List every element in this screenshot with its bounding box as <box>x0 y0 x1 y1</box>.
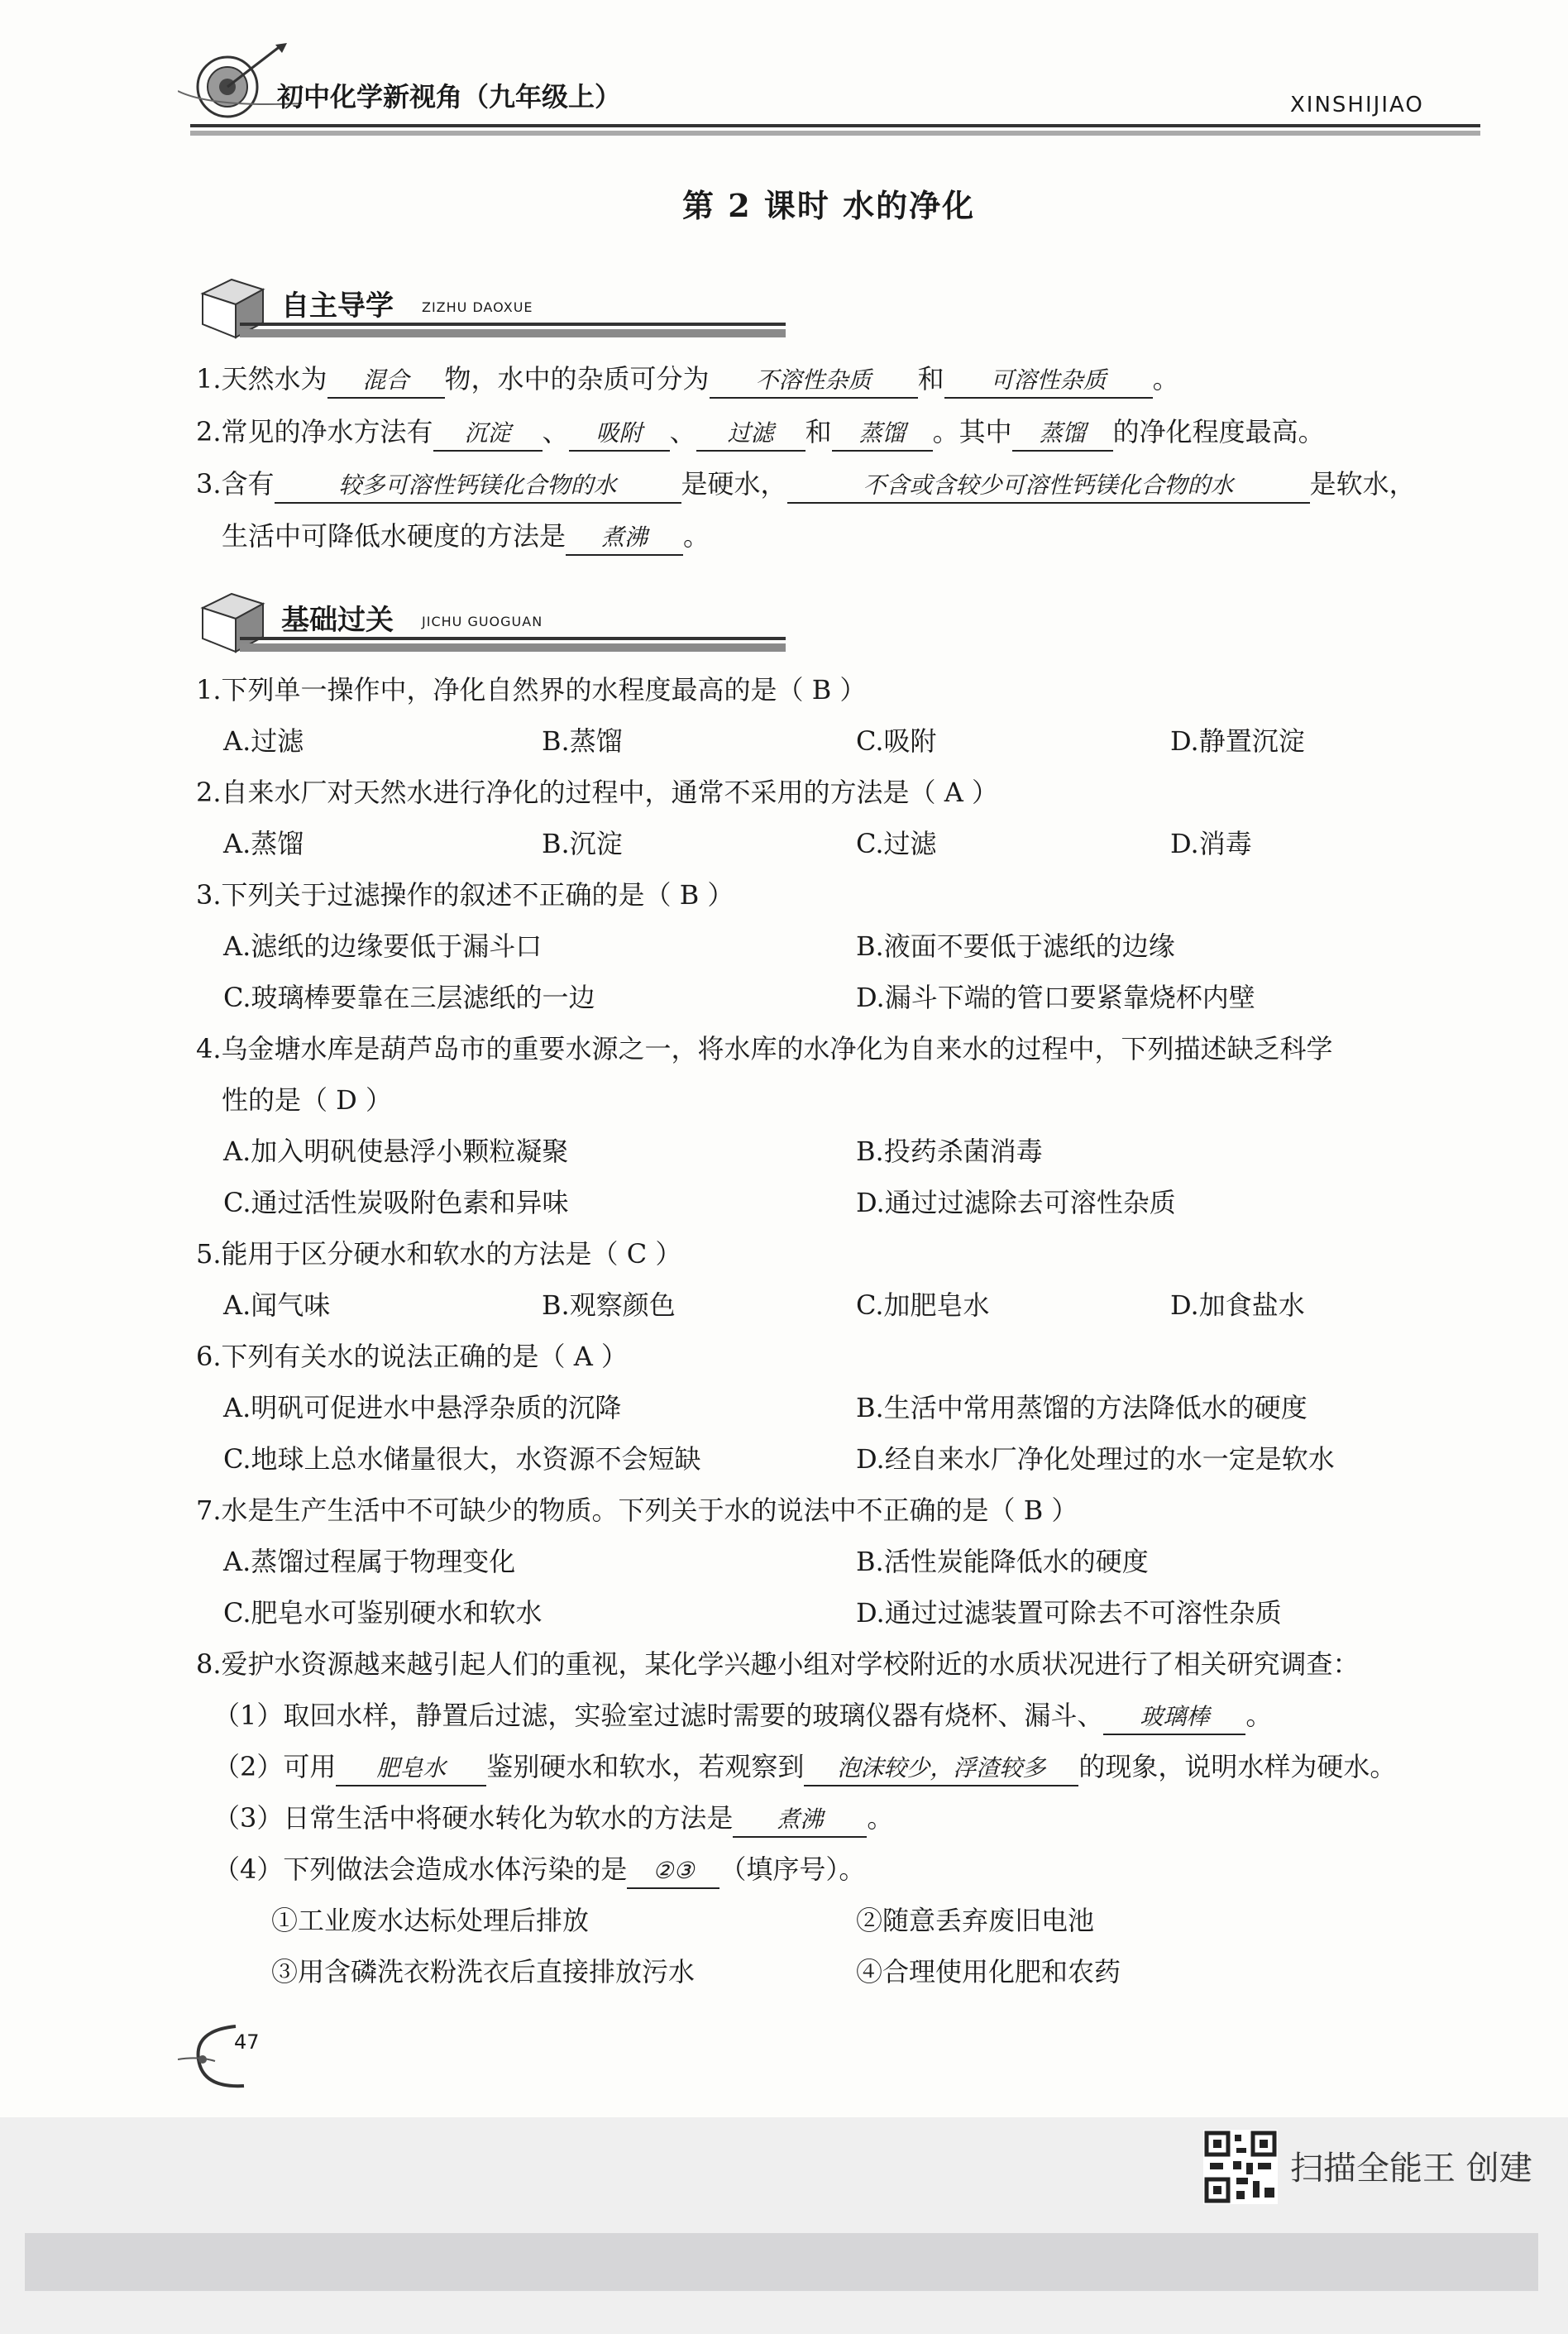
zizhu-item-3-cont: 生活中可降低水硬度的方法是 煮沸 。 <box>222 519 710 556</box>
page-number-ornament-icon <box>178 2018 269 2092</box>
section-header-zizhu <box>190 265 786 347</box>
option-b: B.液面不要低于滤纸的边缘 <box>856 930 1175 962</box>
section-label: 基础过关 <box>281 604 394 637</box>
option-c: C.地球上总水储量很大，水资源不会短缺 <box>223 1443 701 1475</box>
option-c: C.过滤 <box>856 828 937 859</box>
option-a: A.明矾可促进水中悬浮杂质的沉降 <box>223 1392 622 1423</box>
scan-edge-band <box>25 2233 1538 2291</box>
question-8-part-2: （2）可用 肥皂水 鉴别硬水和软水，若观察到 泡沫较少，浮渣较多 的现象，说明水样为硬水。 <box>213 1750 1396 1786</box>
answer-blank: 可溶性杂质 <box>944 364 1153 399</box>
option-d: D.漏斗下端的管口要紧靠烧杯内壁 <box>856 982 1255 1013</box>
q8-option-3: ③用含磷洗衣粉洗衣后直接排放污水 <box>271 1956 696 1987</box>
question-4-stem-cont: 性的是（ D ） <box>222 1084 393 1116</box>
question-1-stem: 1.下列单一操作中，净化自然界的水程度最高的是（ B ） <box>196 674 867 705</box>
answer-blank: 肥皂水 <box>336 1752 486 1786</box>
lesson-title: 第 2 课时 水的净化 <box>682 187 976 224</box>
answer-blank: 煮沸 <box>733 1803 867 1838</box>
answer-blank: 蒸馏 <box>1012 417 1113 452</box>
option-c: C.通过活性炭吸附色素和异味 <box>223 1187 569 1218</box>
section-pinyin: ZIZHU DAOXUE <box>422 299 533 315</box>
answer-blank: 煮沸 <box>566 521 683 556</box>
option-c: C.吸附 <box>856 725 937 757</box>
book-title: 初中化学新视角（九年级上） <box>277 81 622 112</box>
answer-blank: 沉淀 <box>433 417 543 452</box>
scanner-watermark: 扫描全能王 创建 <box>1290 2150 1532 2188</box>
section-header-jichu <box>190 579 786 662</box>
question-8-part-4: （4）下列做法会造成水体污染的是 ②③ （填序号）。 <box>213 1853 865 1889</box>
question-8-stem: 8.爱护水资源越来越引起人们的重视，某化学兴趣小组对学校附近的水质状况进行了相关研究调查： <box>196 1648 1360 1680</box>
option-a: A.加入明矾使悬浮小颗粒凝聚 <box>223 1136 569 1167</box>
option-b: B.投药杀菌消毒 <box>856 1136 1043 1167</box>
option-b: B.观察颜色 <box>542 1289 676 1321</box>
answer-blank: ②③ <box>627 1854 719 1889</box>
option-d: D.消毒 <box>1170 828 1252 859</box>
option-d: D.静置沉淀 <box>1170 725 1305 757</box>
option-a: A.蒸馏 <box>223 828 304 859</box>
option-b: B.生活中常用蒸馏的方法降低水的硬度 <box>856 1392 1307 1423</box>
option-b: B.蒸馏 <box>542 725 623 757</box>
q8-option-1: ①工业废水达标处理后排放 <box>271 1905 590 1936</box>
zizhu-item-3: 3.含有 较多可溶性钙镁化合物的水 是硬水， 不含或含较少可溶性钙镁化合物的水 是软水， <box>196 467 1416 504</box>
q8-option-2: ②随意丢弃废旧电池 <box>856 1905 1095 1936</box>
answer-blank: 不溶性杂质 <box>710 364 918 399</box>
zizhu-item-2: 2.常见的净水方法有 沉淀 、 吸附 、 过滤 和 蒸馏 。其中 蒸馏 的净化程度最高。 <box>196 415 1325 452</box>
question-3-stem: 3.下列关于过滤操作的叙述不正确的是（ B ） <box>196 879 734 911</box>
question-5-stem: 5.能用于区分硬水和软水的方法是（ C ） <box>196 1238 682 1270</box>
question-2-stem: 2.自来水厂对天然水进行净化的过程中，通常不采用的方法是（ A ） <box>196 777 998 808</box>
option-a: A.蒸馏过程属于物理变化 <box>223 1546 516 1577</box>
q8-option-4: ④合理使用化肥和农药 <box>856 1956 1121 1987</box>
option-a: A.闻气味 <box>223 1289 331 1321</box>
option-d: D.加食盐水 <box>1170 1289 1305 1321</box>
answer-blank: 玻璃棒 <box>1103 1700 1245 1735</box>
header-rule <box>190 124 1480 127</box>
option-c: C.加肥皂水 <box>856 1289 990 1321</box>
question-6-stem: 6.下列有关水的说法正确的是（ A ） <box>196 1341 628 1372</box>
question-4-stem: 4.乌金塘水库是葫芦岛市的重要水源之一，将水库的水净化为自来水的过程中，下列描述缺乏科学 <box>196 1033 1333 1064</box>
option-d: D.通过过滤除去可溶性杂质 <box>856 1187 1176 1218</box>
answer-blank: 蒸馏 <box>832 417 933 452</box>
zizhu-item-1: 1.天然水为 混合 物，水中的杂质可分为 不溶性杂质 和 可溶性杂质 。 <box>196 362 1179 399</box>
book-series-label: XINSHIJIAO <box>1290 93 1424 117</box>
answer-blank: 不含或含较少可溶性钙镁化合物的水 <box>787 469 1310 504</box>
option-a: A.过滤 <box>223 725 304 757</box>
answer-blank: 较多可溶性钙镁化合物的水 <box>275 469 681 504</box>
option-d: D.通过过滤装置可除去不可溶性杂质 <box>856 1597 1282 1629</box>
question-8-part-1: （1）取回水样，静置后过滤，实验室过滤时需要的玻璃仪器有烧杯、漏斗、 玻璃棒 。 <box>213 1699 1272 1735</box>
question-8-part-3: （3）日常生活中将硬水转化为软水的方法是 煮沸 。 <box>213 1801 893 1838</box>
option-b: B.活性炭能降低水的硬度 <box>856 1546 1149 1577</box>
header-rule-shadow <box>190 131 1480 136</box>
answer-blank: 过滤 <box>696 417 806 452</box>
section-label: 自主导学 <box>281 289 394 323</box>
option-c: C.玻璃棒要靠在三层滤纸的一边 <box>223 982 595 1013</box>
option-a: A.滤纸的边缘要低于漏斗口 <box>223 930 543 962</box>
option-b: B.沉淀 <box>542 828 623 859</box>
answer-blank: 混合 <box>327 364 445 399</box>
option-c: C.肥皂水可鉴别硬水和软水 <box>223 1597 543 1629</box>
answer-blank: 泡沫较少，浮渣较多 <box>804 1752 1078 1786</box>
question-7-stem: 7.水是生产生活中不可缺少的物质。下列关于水的说法中不正确的是（ B ） <box>196 1495 1078 1526</box>
page-number: 47 <box>234 2030 260 2054</box>
qr-code-icon <box>1203 2130 1278 2204</box>
answer-blank: 吸附 <box>569 417 670 452</box>
option-d: D.经自来水厂净化处理过的水一定是软水 <box>856 1443 1335 1475</box>
section-pinyin: JICHU GUOGUAN <box>422 614 543 629</box>
